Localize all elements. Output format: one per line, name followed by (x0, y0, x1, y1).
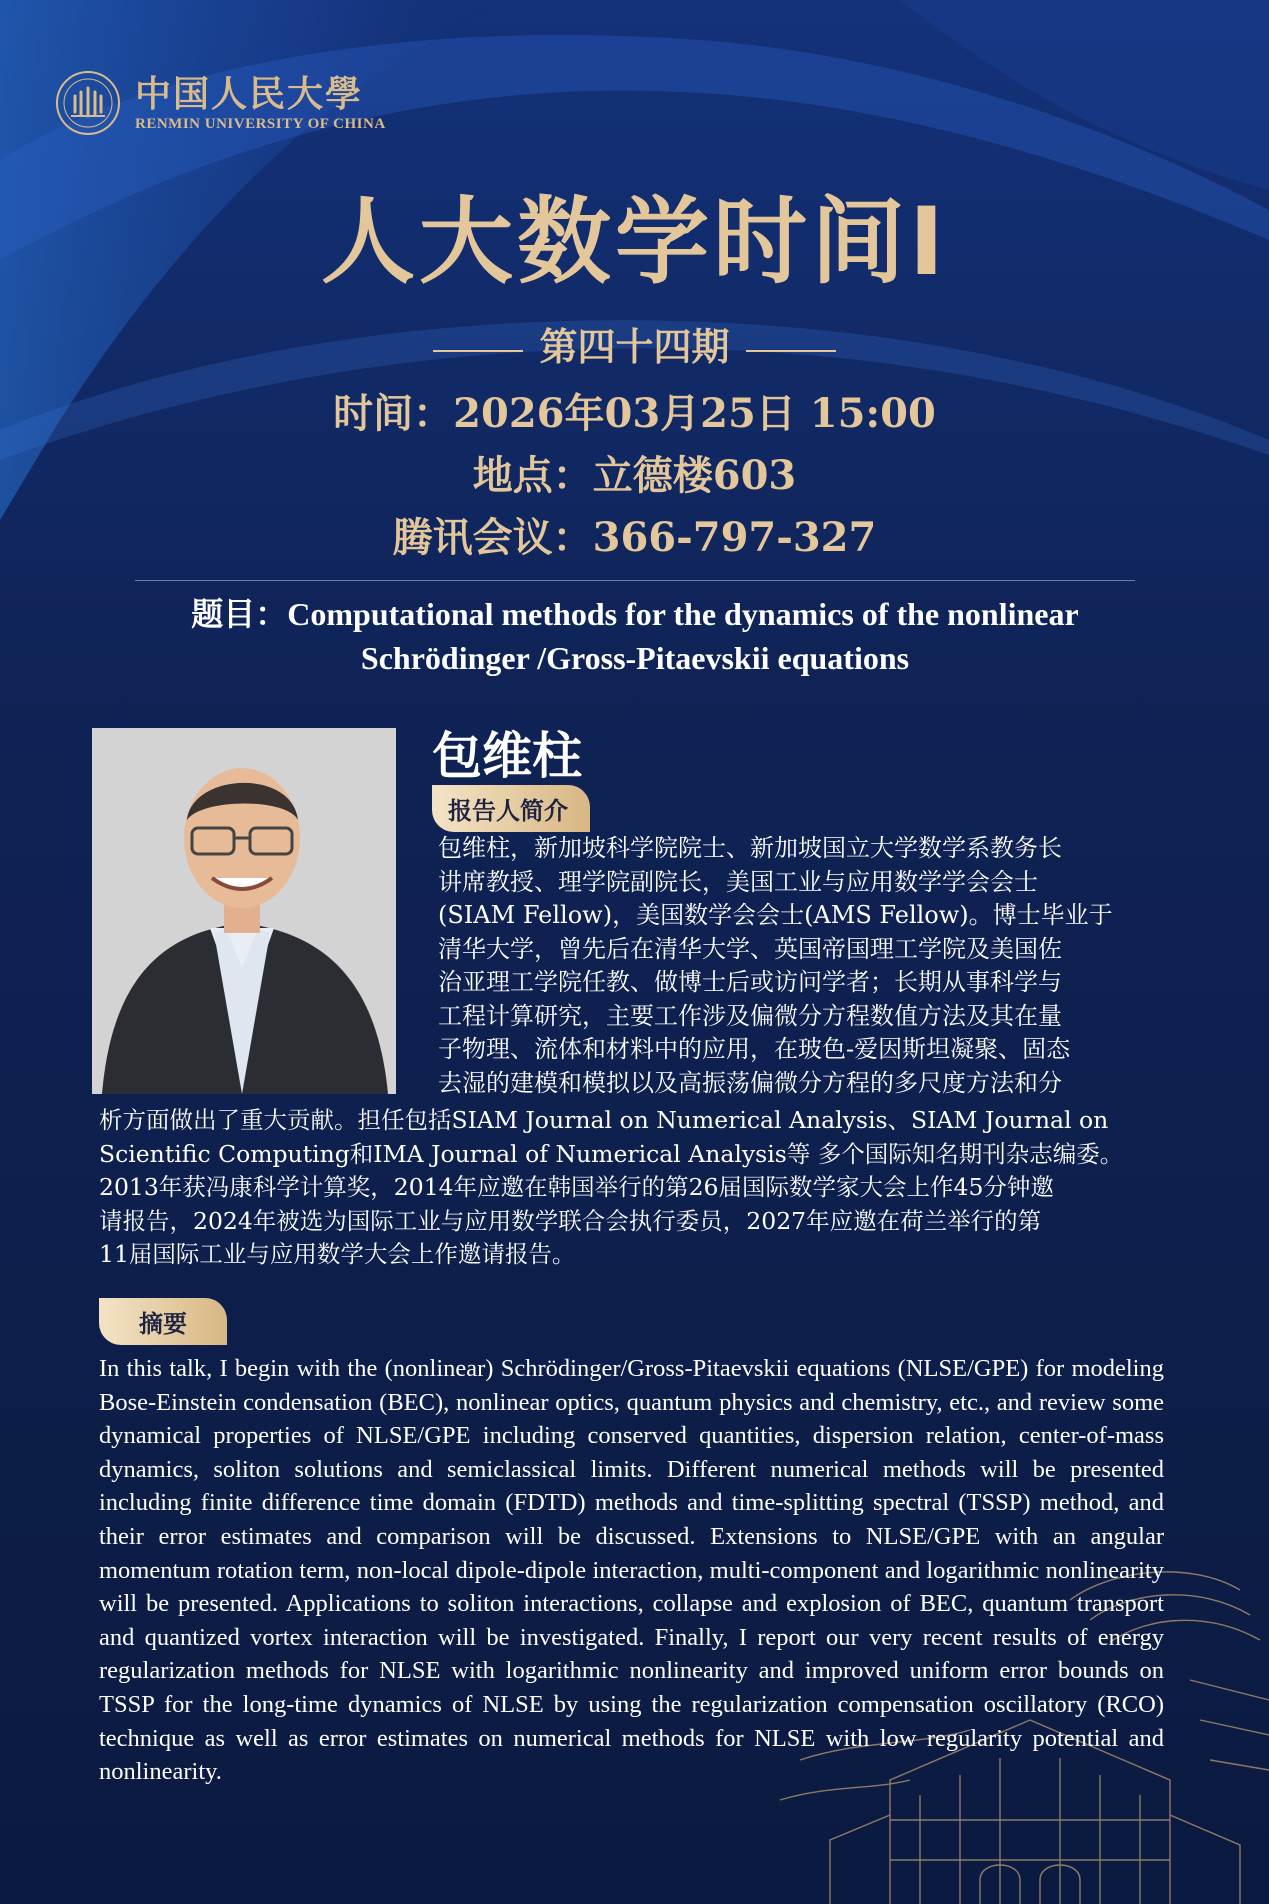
bio-line: 讲席教授、理学院副院长，美国工业与应用数学学会会士 (438, 867, 1038, 896)
speaker-bio-bottom (99, 1104, 1174, 1272)
talk-title (100, 592, 1170, 680)
university-seal-icon (55, 70, 121, 136)
university-name-cn: 中国人民大學 (135, 72, 364, 115)
section-divider (135, 580, 1135, 581)
bio-line: 请报告，2024年被选为国际工业与应用数学联合会执行委员，2027年应邀在荷兰举行的第 (99, 1206, 1042, 1235)
bio-line: 包维柱，新加坡科学院院士、新加坡国立大学数学系教务长 (438, 834, 1062, 862)
bio-line: 清华大学，曾先后在清华大学、英国帝国理工学院及美国佐 (438, 934, 1062, 963)
issue-right-rule (746, 350, 836, 352)
university-logo (55, 70, 386, 136)
university-name-en: RENMIN UNIVERSITY OF CHINA (135, 115, 386, 132)
bio-line: 治亚理工学院任教、做博士后或访问学者；长期从事科学与 (438, 968, 1062, 996)
bio-line: 11届国际工业与应用数学大会上作邀请报告。 (99, 1240, 576, 1268)
bio-line: 去湿的建模和模拟以及高振荡偏微分方程的多尺度方法和分 (438, 1068, 1062, 1097)
speaker-bio-top (438, 832, 1173, 1100)
bio-line: (SIAM Fellow)，美国数学会会士(AMS Fellow)。博士毕业于 (438, 901, 1113, 929)
speaker-intro-tag: 报告人简介 (432, 785, 590, 832)
talk-title-line-2: Schrödinger /Gross-Pitaevskii equations (360, 640, 910, 676)
speaker-portrait-illustration (92, 728, 396, 1094)
issue-number (0, 316, 1269, 371)
speaker-photo (92, 728, 396, 1094)
event-time: 时间：2026年03月25日 15:00 (333, 390, 936, 437)
event-title: 人大数学时间Ⅰ (321, 188, 948, 297)
issue-left-rule (433, 350, 523, 352)
bio-line: Scientific Computing和IMA Journal of Numerical Analysis等 多个国际知名期刊杂志编委。 (99, 1139, 1124, 1168)
event-location: 地点：立德楼603 (472, 452, 797, 499)
speaker-name: 包维柱 (432, 726, 582, 785)
abstract-text: In this talk, I begin with the (nonlinear) Schrödinger/Gross-Pitaevskii equations (NLSE/GPE) for modeling Bose-Einstein condensation (BEC), nonlinear optics, quantum physics and chemistry, etc., and review some dynamical properties of NLSE/GPE including conserved quantities, dispersion relation, center-of-mass dynamics, soliton solutions and semiclassical limits. Different numerical methods will be presented including finite difference time domain (FDTD) methods and time-splitting spectral (TSSP) method, and their error estimates and comparison will be discussed. Extensions to NLSE/GPE with an angular momentum rotation term, non-local dipole-dipole interaction, multi-component and logarithmic nonlinearity will be presented. Applications to soliton interactions, collapse and explosion of BEC, quantum transport and quantized vortex interaction will be investigated. Finally, I report our very recent results of energy regularization methods for NLSE with logarithmic nonlinearity and improved uniform error bounds on TSSP for the long-time dynamics of NLSE by using the regularization compensation oscillatory (RCO) technique as well as error estimates on numerical methods for NLSE with low regularity potential and nonlinearity. (99, 1355, 1164, 1786)
bio-line: 工程计算研究，主要工作涉及偏微分方程数值方法及其在量 (438, 1001, 1062, 1030)
bio-line: 2013年获冯康科学计算奖，2014年应邀在韩国举行的第26届国际数学家大会上作45分钟邀 (99, 1173, 1054, 1201)
event-meeting-id: 腾讯会议：366-797-327 (392, 514, 877, 561)
bio-line: 子物理、流体和材料中的应用，在玻色-爱因斯坦凝聚、固态 (438, 1035, 1071, 1063)
talk-title-line-1: 题目：Computational methods for the dynamics of the nonlinear (191, 596, 1079, 632)
issue-label: 第四十四期 (539, 324, 730, 369)
bio-line: 析方面做出了重大贡献。担任包括SIAM Journal on Numerical Analysis、SIAM Journal on (99, 1106, 1109, 1134)
abstract-tag: 摘要 (99, 1298, 227, 1345)
